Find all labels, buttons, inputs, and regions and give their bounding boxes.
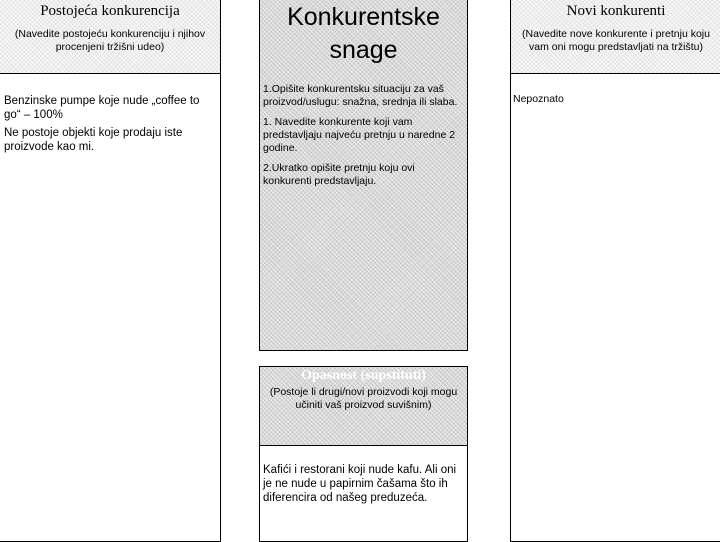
new-competitors-title: Novi konkurenti [566,3,666,19]
competitive-forces-instruction: 1.Opišite konkurentsku situaciju za vaš proizvod/uslugu: snažna, srednja ili slaba. [263,83,458,108]
existing-competition-subtitle: (Navedite postojeću konkurenciju i njihov procenjeni tržišni udeo) [14,28,206,53]
existing-competition-item: Ne postoje objekti koje prodaju iste proizvode kao mi. [4,127,183,153]
substitutes-title: Opasnost (supstituti) [301,368,426,383]
substitutes-header [259,366,468,446]
existing-competition-title: Postojeća konkurencija [40,3,180,19]
new-competitors-header [510,0,720,74]
competitive-forces-instruction: 1. Navedite konkurente koji vam predstavljaju najveću pretnju u naredne 2 godine. [263,116,456,154]
substitutes-text: Kafići i restorani koji nude kafu. Ali oni je ne nude u papirnim čašama što ih diferencira od našeg preduzeća. [263,464,457,504]
substitutes-subtitle: (Postoje li drugi/novi proizvodi koji mogu učiniti vaš proizvod suvišnim) [269,386,458,411]
new-competitors-subtitle: (Navedite nove konkurente i pretnju koju vam oni mogu predstavljati na tržištu) [522,28,710,53]
existing-competition-item: Benzinske pumpe koje nude „coffee to go“ – 100% [4,95,200,121]
substitutes-body [259,445,468,542]
competitive-forces-panel [259,0,468,351]
existing-competition-header [0,0,221,74]
new-competitors-body [510,73,720,542]
new-competitors-text: Nepoznato [513,93,564,105]
existing-competition-body [0,73,221,542]
competitive-forces-instruction: 2.Ukratko opišite pretnju koju ovi konkurenti predstavljaju. [263,162,415,187]
competitive-forces-title: Konkurentske snage [287,3,440,64]
